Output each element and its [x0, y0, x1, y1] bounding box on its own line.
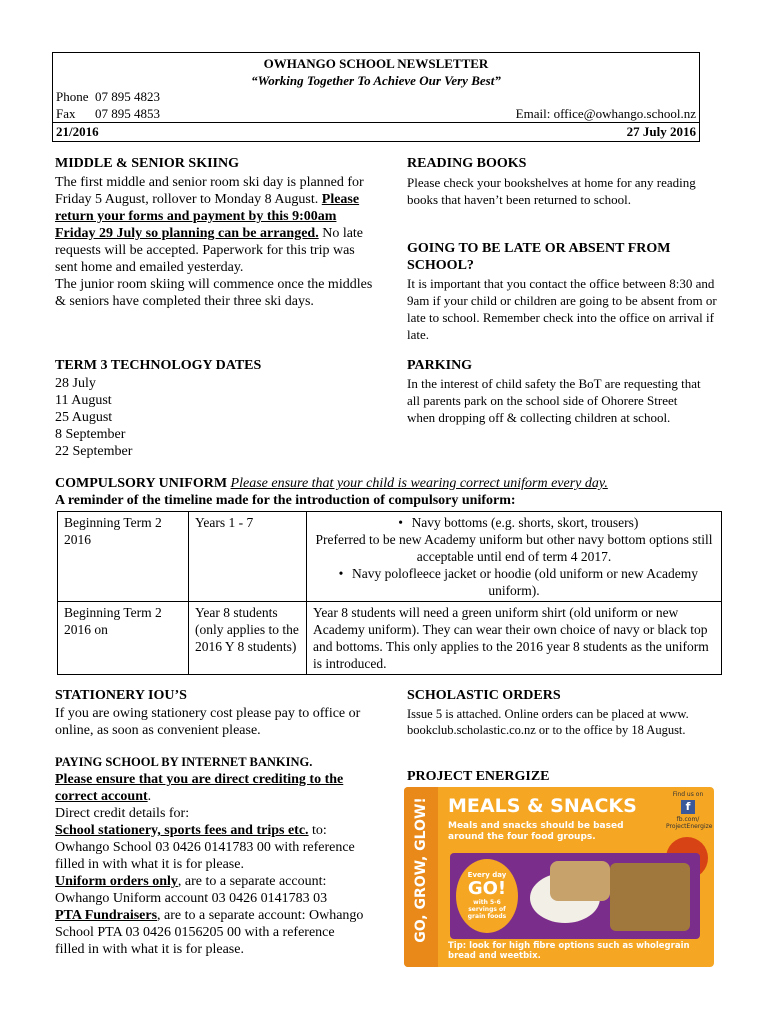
reading-text: Please check your bookshelves at home for any reading books that haven’t been returned to school.	[407, 175, 696, 207]
uniform-when-cell: Beginning Term 2 2016 on	[58, 602, 189, 675]
stationery-account-text: to: Owhango School 03 0426 0141783 00 with reference filled in with what it is for please.	[55, 823, 355, 872]
technology-date: 11 August	[55, 393, 112, 408]
banking-warning: Please ensure that you are direct crediting to the correct account	[55, 772, 344, 804]
table-row	[58, 512, 722, 602]
reading-title: READING BOOKS	[407, 156, 527, 171]
poster-find-us	[666, 791, 713, 830]
junior-skiing-text: The junior room skiing will commence once the middles & seniors have completed their three ski days.	[55, 277, 373, 309]
uniform-heading	[55, 475, 735, 492]
uniform-when-cell: Beginning Term 2 2016	[58, 512, 189, 602]
issue-number: 21/2016	[56, 124, 99, 139]
uniform-bullet-text: Navy bottoms (e.g. shorts, skort, trousers)	[411, 515, 639, 530]
uniform-details-text: Preferred to be new Academy uniform but other navy bottom options still acceptable until end of term 4 2017.	[315, 532, 713, 564]
pta-account-label: PTA Fundraisers	[55, 908, 158, 923]
reading-section	[407, 155, 712, 208]
skiing-section	[55, 155, 375, 310]
pta-account-text: , are to a separate account: Owhango School PTA 03 0426 0156205 00 with a reference filled in with what it is for please.	[55, 908, 364, 957]
uniform-table	[57, 511, 722, 675]
uniform-title: COMPULSORY UNIFORM	[55, 476, 228, 491]
banking-section	[55, 754, 365, 958]
scholastic-text: Issue 5 is attached. Online orders can be placed at www. bookclub.scholastic.co.nz or to the office by 18 August.	[407, 707, 689, 737]
technology-date: 22 September	[55, 444, 133, 459]
uniform-account-text: , are to a separate account: Owhango Uniform account 03 0426 0141783 03	[55, 874, 328, 906]
uniform-subtitle: A reminder of the timeline made for the introduction of compulsory uniform:	[55, 493, 516, 508]
banking-body	[55, 771, 365, 958]
facebook-handle: fb.com/ ProjectEnergize	[666, 816, 713, 830]
every-day-badge	[456, 859, 518, 933]
scholastic-title: SCHOLASTIC ORDERS	[407, 688, 561, 703]
late-text: It is important that you contact the office between 8:30 and 9am if your child or children are going to be absent from or late to school. Remember check into the office on arrival if late.	[407, 276, 717, 342]
parking-section	[407, 357, 707, 426]
technology-dates	[55, 375, 355, 460]
servings-text: with 5-6 servings of grain foods	[467, 899, 507, 920]
every-day-text: Every day	[467, 871, 507, 879]
crackers-icon	[610, 863, 690, 931]
find-us-text: Find us on	[672, 791, 704, 798]
meals-snacks-poster	[404, 787, 714, 967]
uniform-account-label: Uniform orders only	[55, 874, 178, 889]
uniform-details-cell: Year 8 students will need a green uniform shirt (old uniform or new Academy uniform). They can wear their own choice of navy or black top and bottoms. This only applies to the 2016 year 8 students as the uniform is introduced.	[307, 602, 722, 675]
uniform-bullet-text: Navy polofleece jacket or hoodie (old uniform or new Academy uniform).	[351, 566, 698, 598]
late-title: GOING TO BE LATE OR ABSENT FROM SCHOOL?	[407, 241, 671, 273]
poster-side-text: GO, GROW, GLOW!	[413, 797, 429, 943]
parking-title: PARKING	[407, 358, 473, 373]
stationery-title: STATIONERY IOU’S	[55, 688, 187, 703]
banking-title: PAYING SCHOOL BY INTERNET BANKING.	[55, 755, 313, 769]
skiing-title: MIDDLE & SENIOR SKIING	[55, 156, 239, 171]
poster-tip: Tip: look for high fibre options such as wholegrain bread and weetbix.	[448, 941, 690, 961]
phone-number: Phone 07 895 4823	[56, 89, 160, 104]
banking-dot: .	[147, 789, 152, 804]
stationery-text: If you are owing stationery cost please pay to office or online, as soon as convenient please.	[55, 706, 361, 738]
stationery-section	[55, 687, 365, 739]
header-divider	[53, 122, 699, 123]
poster-food-panel	[450, 853, 700, 939]
table-row	[58, 602, 722, 675]
skiing-body	[55, 174, 375, 310]
stationery-account-label: School stationery, sports fees and trips etc.	[55, 823, 309, 838]
skiing-text: The first middle and senior room ski day is planned for Friday 5 August, rollover to Monday 8 August.	[55, 175, 364, 207]
technology-title: TERM 3 TECHNOLOGY DATES	[55, 358, 262, 373]
scholastic-section	[407, 687, 712, 738]
facebook-icon: f	[681, 800, 695, 814]
technology-section	[55, 357, 355, 460]
uniform-details-cell	[307, 512, 722, 602]
fax-number: Fax 07 895 4853	[56, 106, 160, 121]
banking-intro: Direct credit details for:	[55, 806, 190, 821]
uniform-who-cell: Years 1 - 7	[189, 512, 307, 602]
poster-subheading: Meals and snacks should be based around the four food groups.	[448, 821, 624, 842]
bullet-icon: •	[398, 515, 403, 530]
uniform-who-cell: Year 8 students (only applies to the 2016 Y 8 students)	[189, 602, 307, 675]
skiing-deadline: Please return your forms and payment by this 9:00am Friday 29 July so planning can be arranged.	[55, 192, 360, 241]
issue-date: 27 July 2016	[626, 124, 696, 139]
technology-date: 8 September	[55, 427, 126, 442]
newsletter-title: OWHANGO SCHOOL NEWSLETTER	[263, 56, 489, 71]
late-section	[407, 240, 717, 343]
technology-date: 25 August	[55, 410, 113, 425]
bullet-icon: •	[338, 566, 344, 581]
newsletter-header	[52, 52, 700, 142]
parking-text: In the interest of child safety the BoT are requesting that all parents park on the school side of Ohorere Street when dropping off & collecting children at school.	[407, 376, 701, 425]
energize-title: PROJECT ENERGIZE	[407, 769, 550, 784]
newsletter-motto: “Working Together To Achieve Our Very Best”	[251, 73, 501, 88]
technology-date: 28 July	[55, 376, 96, 391]
go-text: GO!	[467, 878, 507, 899]
poster-heading: MEALS & SNACKS	[448, 793, 658, 819]
email-address: Email: office@owhango.school.nz	[515, 106, 696, 121]
uniform-note: Please ensure that your child is wearing correct uniform every day.	[230, 476, 608, 491]
bread-icon	[550, 861, 610, 901]
skiing-text-end: No late requests will be accepted. Paperwork for this trip was sent home and emailed yesterday.	[55, 226, 364, 275]
